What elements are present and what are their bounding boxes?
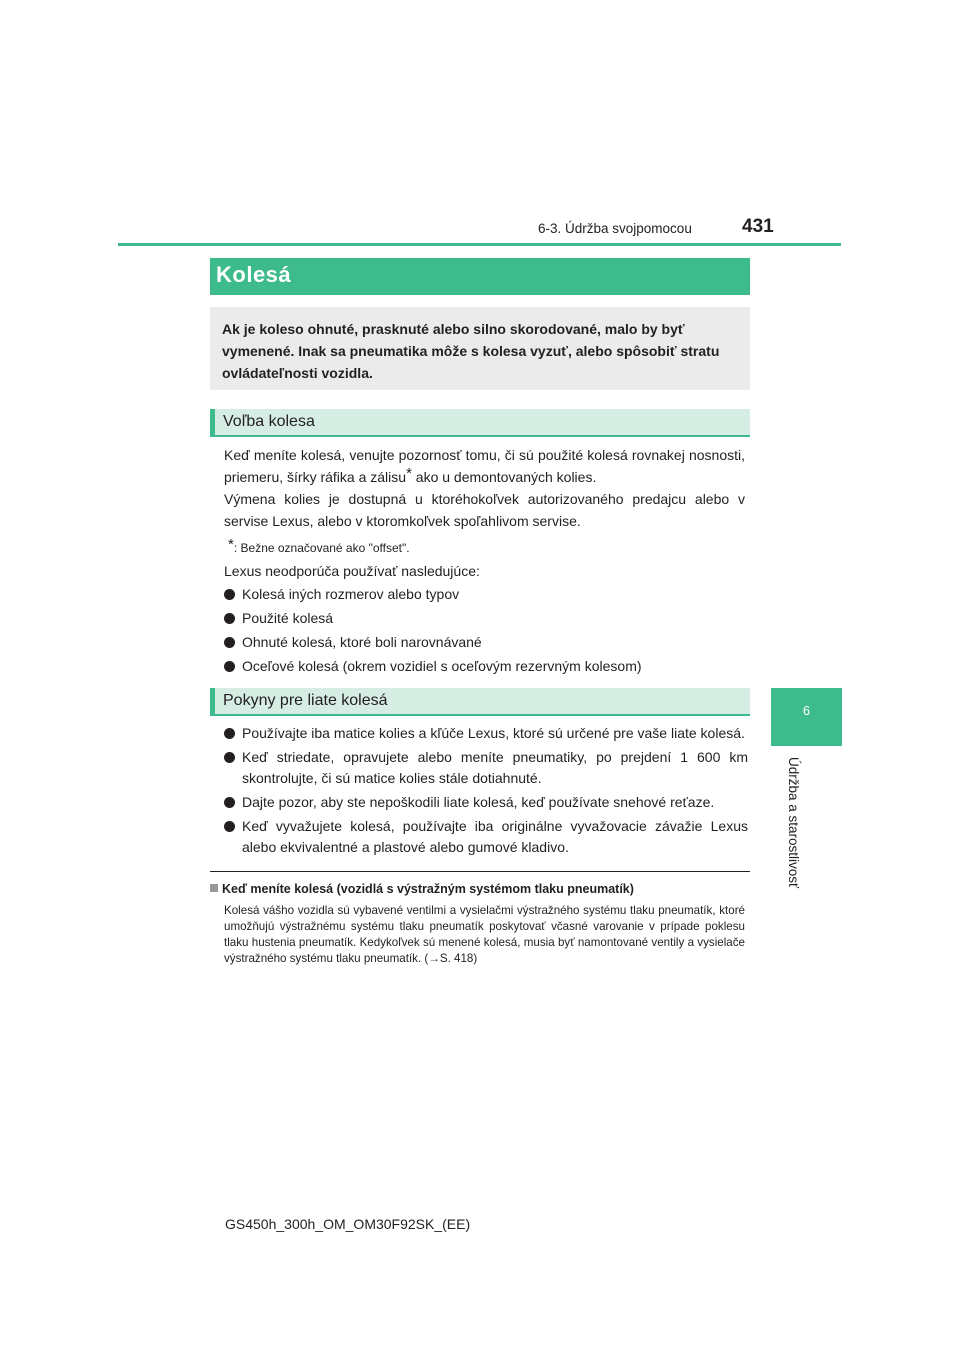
footer-doc-code: GS450h_300h_OM_OM30F92SK_(EE) — [225, 1216, 471, 1232]
page-title: Kolesá — [216, 262, 292, 287]
list-item: Kolesá iných rozmerov alebo typov — [224, 584, 748, 605]
square-bullet-icon — [210, 884, 218, 892]
section-heading-wheel-selection: Voľba kolesa — [210, 409, 750, 437]
list-item: Oceľové kolesá (okrem vozidiel s oceľovým rezervným kolesom) — [224, 656, 748, 677]
bullet-icon — [224, 752, 235, 763]
separator-rule — [210, 871, 750, 872]
list-item: Keď vyvažujete kolesá, používajte iba originálne vyvažovacie závažie Lexus alebo ekvivalentné a plastové alebo gumové kladivo. — [224, 816, 748, 858]
chapter-number: 6 — [802, 703, 811, 718]
header-rule — [118, 243, 841, 246]
intro-text: Ak je koleso ohnuté, prasknuté alebo silno skorodované, malo by byť vymenené. Inak sa pneumatika môže s kolesa vyzuť, alebo spôsobiť stratu ovládateľnosti vozidla. — [222, 321, 720, 381]
bullet-icon — [224, 661, 235, 672]
header-section-title: 6-3. Údržba svojpomocou — [538, 221, 692, 236]
section-heading-alloy-wheels: Pokyny pre liate kolesá — [210, 688, 750, 716]
footnote: *: Bežne označované ako "offset". — [228, 536, 410, 555]
bullet-icon — [224, 613, 235, 624]
page-number: 431 — [742, 216, 774, 237]
bullet-icon — [224, 637, 235, 648]
chapter-tab — [771, 688, 842, 746]
list-item: Použité kolesá — [224, 608, 748, 629]
list-item: Keď striedate, opravujete alebo meníte pneumatiky, po prejdení 1 600 km skontrolujte, či sú matice kolies stále dotiahnuté. — [224, 747, 748, 789]
paragraph-wheel-selection: Keď meníte kolesá, venujte pozornosť tomu, či sú použité kolesá rovnakej nosnosti, priemeru, šírky ráfika a zálisu* ako u demontovaných kolies. — [224, 447, 745, 485]
bullet-icon — [224, 797, 235, 808]
page-title-bar — [210, 258, 750, 295]
note-body: Kolesá vášho vozidla sú vybavené ventilmi a vysielačmi výstražného systému tlaku pneumatík, ktoré umožňujú výstražnému systému tlaku pneumatík poskytovať včasné varovanie v prípade poklesu tlaku hustenia pneumatík. Kedykoľvek sú menené kolesá, musia byť namontované ventily a vysielače výstražného systému tlaku pneumatík. (→S. 418) — [224, 904, 745, 965]
list-item: Dajte pozor, aby ste nepoškodili liate kolesá, keď používate snehové reťaze. — [224, 792, 748, 813]
paragraph-replacement: Výmena kolies je dostupná u ktoréhokoľvek autorizovaného predajcu alebo v servise Lexus, alebo v ktoromkoľvek spoľahlivom servise. — [224, 491, 745, 529]
bullet-icon — [224, 821, 235, 832]
lead-text: Lexus neodporúča používať nasledujúce: — [224, 563, 480, 579]
note-heading: Keď meníte kolesá (vozidlá s výstražným systémom tlaku pneumatík) — [210, 882, 634, 896]
list-item: Ohnuté kolesá, ktoré boli narovnávané — [224, 632, 748, 653]
bullet-list-not-recommended — [224, 584, 748, 680]
bullet-icon — [224, 728, 235, 739]
list-item: Používajte iba matice kolies a kľúče Lexus, ktoré sú určené pre vaše liate kolesá. — [224, 723, 748, 744]
bullet-list-alloy-wheels — [224, 723, 748, 861]
intro-box — [210, 307, 750, 390]
chapter-label: Údržba a starostlivosť — [786, 757, 801, 889]
bullet-icon — [224, 589, 235, 600]
